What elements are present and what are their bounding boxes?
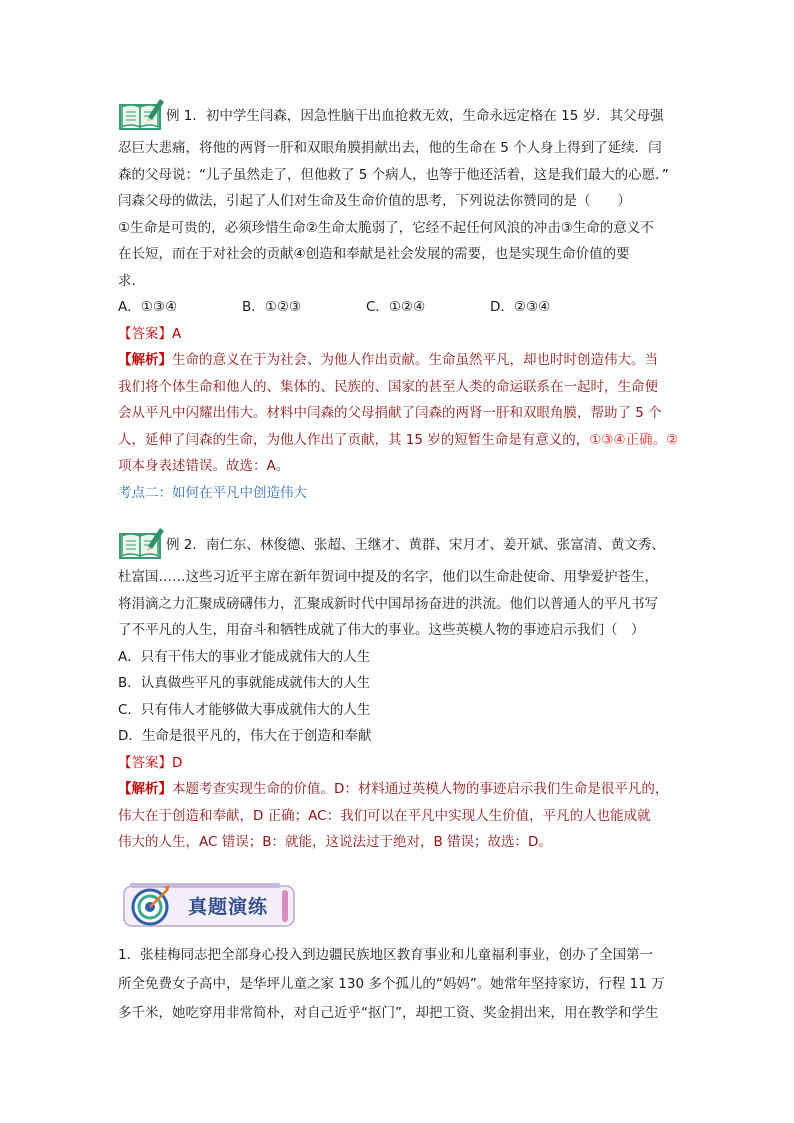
analysis-line-1: 本题考查实现生命的价值。D：材料通过英模人物的事迹启示我们生命是很平凡的， (172, 781, 669, 797)
option-c: C．只有伟人才能够做大事成就伟大的人生 (118, 701, 371, 718)
option-c: C．①②④ (366, 299, 426, 315)
example-2-line-1: 南仁东、林俊德、张超、王继才、黄群、宋月才、姜开斌、张富清、黄文秀、 (205, 537, 665, 553)
analysis-line-1: 生命的意义在于为社会、为他人作出贡献。生命虽然平凡，却也时时创造伟大。当 (172, 352, 658, 368)
analysis-tag: 【解析】 (118, 781, 172, 797)
example-1 (118, 103, 693, 506)
example-1-answer (118, 321, 693, 348)
answer-value: D (172, 754, 183, 771)
answer-tag: 【答案】 (118, 754, 172, 771)
example-1-line-6: 在长短，而在于对社会的贡献④创造和奉献是社会发展的需要，也是实现生命价值的要 (118, 246, 630, 262)
answer-value: A (172, 325, 182, 342)
option-d: D．②③④ (490, 299, 551, 315)
option-a: A．只有干伟大的事业才能成就伟大的人生 (118, 648, 371, 665)
example-2-analysis (118, 776, 693, 856)
analysis-line-5: 项本身表述错误。故选：A。 (118, 458, 290, 474)
option-b: B．认真做些平凡的事就能成就伟大的人生 (118, 675, 371, 691)
target-icon (128, 883, 174, 929)
answer-tag: 【答案】 (118, 325, 172, 342)
example-1-head (118, 103, 693, 131)
analysis-line-4: 人，延伸了闫森的生命，为他人作出了贡献，其 15 岁的短暂生命是有意义的， (118, 431, 590, 448)
example-1-label: 例 1． (166, 108, 206, 124)
analysis-line-3: 会从平凡中闪耀出伟大。材料中闫森的父母捐献了闫森的两肾一肝和双眼角膜，帮助了 5 个 (118, 405, 662, 421)
example-1-analysis (118, 347, 693, 480)
question-1-line-1: 1．张桂梅同志把全部身心投入到边疆民族地区教育事业和儿童福利事业，创办了全国第一 (118, 947, 654, 963)
section-banner (122, 882, 298, 930)
analysis-tag: 【解析】 (118, 352, 172, 368)
book-pencil-icon (118, 97, 164, 131)
example-2-answer (118, 750, 693, 777)
example-1-line-5: ①生命是可贵的，必须珍惜生命②生命太脆弱了，它经不起任何风浪的冲击③生命的意义不 (118, 219, 654, 236)
example-1-line-3: 森的父母说：“儿子虽然走了，但他救了 5 个病人，也等于他还活着，这是我们最大的心愿．” (118, 166, 669, 183)
example-1-options (118, 294, 693, 321)
example-1-line-2: 忍巨大悲痛，将他的两肾一肝和双眼角膜捐献出去，他的生命在 5 个人身上得到了延续．闫 (118, 140, 662, 156)
option-b: B．①②③ (242, 299, 302, 315)
example-2-line-2: 杜富国……这些习近平主席在新年贺词中提及的名字，他们以生命赴使命、用挚爱护苍生， (118, 569, 658, 585)
kaodian-heading: 考点二：如何在平凡中创造伟大 (118, 484, 307, 501)
book-pencil-icon (118, 526, 164, 560)
example-2-line-4: 了不平凡的人生，用奋斗和牺牲成就了伟大的事业。这些英模人物的事迹启示我们（ ） (118, 622, 645, 638)
example-2-line-3: 将涓滴之力汇聚成磅礴伟力，汇聚成新时代中国昂扬奋进的洪流。他们以普通人的平凡书写 (118, 595, 658, 612)
example-2 (118, 532, 693, 856)
example-1-line-4: 闫森父母的做法，引起了人们对生命及生命价值的思考，下列说法你赞同的是（ ） (118, 193, 631, 209)
example-1-line-1: 初中学生闫森，因急性脑干出血抢救无效，生命永远定格在 15 岁．其父母强 (205, 108, 664, 124)
analysis-highlight: ①③④正确。② (589, 431, 679, 448)
option-a: A．①③④ (118, 299, 178, 315)
analysis-line-2: 我们将个体生命和他人的、集体的、民族的、国家的甚至人类的命运联系在一起时，生命便 (118, 378, 658, 395)
analysis-line-2: 伟大在于创造和奉献，D 正确；AC：我们可以在平凡中实现人生价值，平凡的人也能成就 (118, 807, 651, 824)
banner-title: 真题演练 (188, 896, 269, 918)
example-2-label: 例 2． (166, 537, 206, 553)
question-1 (118, 941, 693, 1028)
example-2-head (118, 532, 693, 560)
question-1-line-2: 所全免费女子高中，是华坪儿童之家 130 多个孤儿的“妈妈”。她常年坚持家访，行程 11 万 (118, 976, 665, 992)
question-1-line-3: 多千米，她吃穿用非常简朴，对自己近乎“抠门”，却把工资、奖金捐出来，用在教学和学生 (118, 1005, 659, 1021)
option-d: D．生命是很平凡的，伟大在于创造和奉献 (118, 728, 372, 744)
example-1-line-7: 求． (118, 272, 145, 289)
analysis-line-3: 伟大的人生，AC 错误；B：就能，这说法过于绝对，B 错误；故选：D。 (118, 834, 552, 850)
